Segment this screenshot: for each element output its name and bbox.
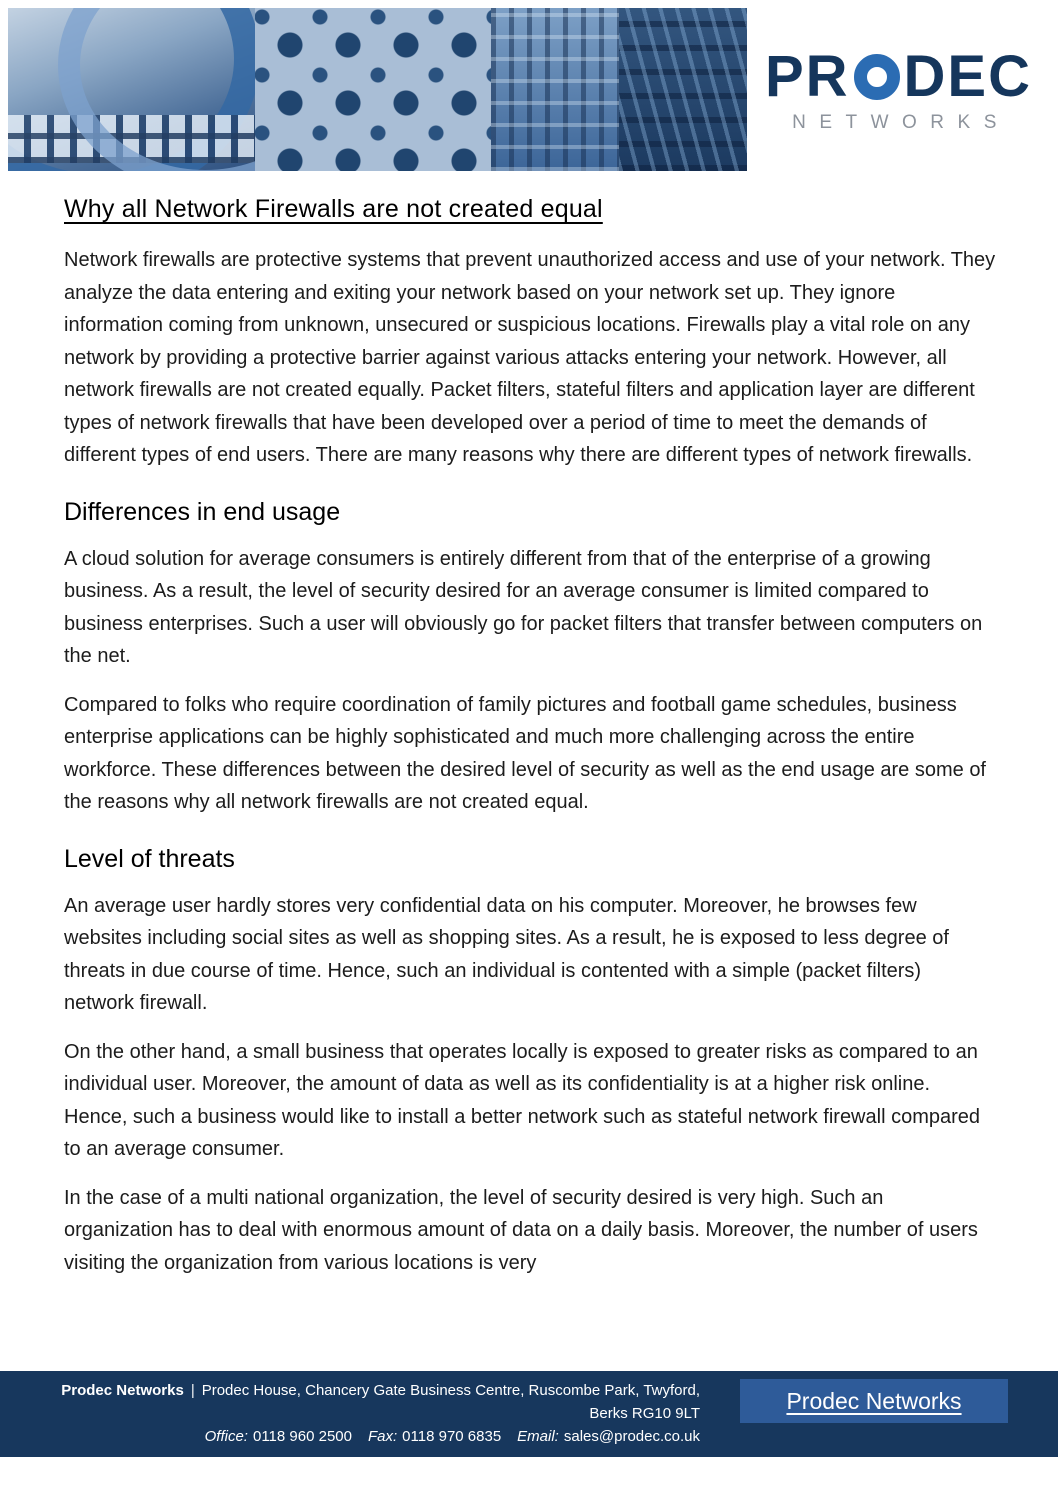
logo-area bbox=[747, 8, 1050, 171]
logo-text-pr: PR bbox=[764, 43, 850, 109]
fax-number: 0118 970 6835 bbox=[402, 1428, 502, 1445]
article-body bbox=[0, 171, 1058, 1371]
prodec-networks-link[interactable] bbox=[740, 1379, 1008, 1423]
office-number: 0118 960 2500 bbox=[252, 1428, 352, 1445]
footer-contact-block bbox=[40, 1379, 700, 1448]
section-heading-end-usage: Differences in end usage bbox=[64, 497, 341, 526]
paragraph: An average user hardly stores very confidential data on his computer. Moreover, he browses few websites including social sites as well as shopping sites. As a result, he is exposed to less degree of threats in due course of time. Hence, such an individual is contented with a simple (packet filters) network firewall. bbox=[64, 894, 949, 1014]
server-rack-photo bbox=[491, 8, 619, 171]
footer-link-label: Prodec Networks bbox=[786, 1387, 962, 1414]
network-cables-photo bbox=[8, 8, 255, 171]
server-cabling-photo bbox=[619, 8, 747, 171]
page-bottom-margin bbox=[0, 1457, 1058, 1497]
logo-wordmark bbox=[764, 43, 1033, 109]
prodec-logo bbox=[764, 43, 1033, 133]
paragraph: On the other hand, a small business that operates locally is exposed to greater risks as compared to an individual user. Moreover, the amount of data as well as its confidentiality is at a higher risk online. Hence, such a business would like to install a better network such as stateful network firewall compared to an average consumer. bbox=[64, 1040, 981, 1160]
logo-text-dec: DEC bbox=[903, 43, 1033, 109]
paragraph: A cloud solution for average consumers is entirely different from that of the enterprise of a growing business. As a result, the level of security desired for an average consumer is limited compared to business enterprises. Such a user will obviously go for packet filters that transfer between computers on the net. bbox=[64, 547, 983, 667]
header-banner bbox=[8, 8, 1050, 171]
section-heading-threats: Level of threats bbox=[64, 844, 235, 873]
intro-paragraph: Network firewalls are protective systems that prevent unauthorized access and use of your network. They analyze the data entering and exiting your network based on your network set up. They ignore information coming from unknown, unsecured or suspicious locations. Firewalls play a vital role on any network by providing a protective barrier against various attacks entering your network. However, all network firewalls are not created equally. Packet filters, stateful filters and application layer are different types of network firewalls that have been developed over a period of time to meet the demands of different types of end users. There are many reasons why there are different types of network firewalls. bbox=[64, 249, 996, 466]
article-title: Why all Network Firewalls are not created equal bbox=[64, 195, 603, 223]
office-label: Office: bbox=[204, 1428, 248, 1445]
logo-subtitle: NETWORKS bbox=[792, 111, 1010, 133]
footer-address-line bbox=[40, 1379, 700, 1402]
footer-address-2: Berks RG10 9LT bbox=[589, 1405, 700, 1422]
email-address: sales@prodec.co.uk bbox=[563, 1428, 700, 1445]
footer-company-name: Prodec Networks bbox=[61, 1382, 184, 1399]
paragraph: In the case of a multi national organization, the level of security desired is very high. Such an organization has to deal with enormous amount of data on a daily basis. Moreover, the number of users visiting the organization from various locations is very bbox=[64, 1186, 978, 1274]
switch-ports-graphic bbox=[8, 115, 255, 163]
page-footer bbox=[0, 1371, 1058, 1457]
email-label: Email: bbox=[517, 1428, 559, 1445]
footer-address-1: Prodec House, Chancery Gate Business Centre, Ruscombe Park, Twyford, bbox=[201, 1382, 700, 1399]
footer-contact-line bbox=[40, 1425, 700, 1448]
paragraph: Compared to folks who require coordination of family pictures and football game schedules, business enterprise applications can be highly sophisticated and much more challenging across the entire workforce. These differences between the desired level of security as well as the end usage are some of the reasons why all network firewalls are not created equal. bbox=[64, 693, 986, 813]
footer-separator: | bbox=[190, 1382, 195, 1399]
fax-label: Fax: bbox=[367, 1428, 398, 1445]
logo-o-ring-icon bbox=[854, 54, 900, 100]
perforated-panel-photo bbox=[255, 8, 491, 171]
